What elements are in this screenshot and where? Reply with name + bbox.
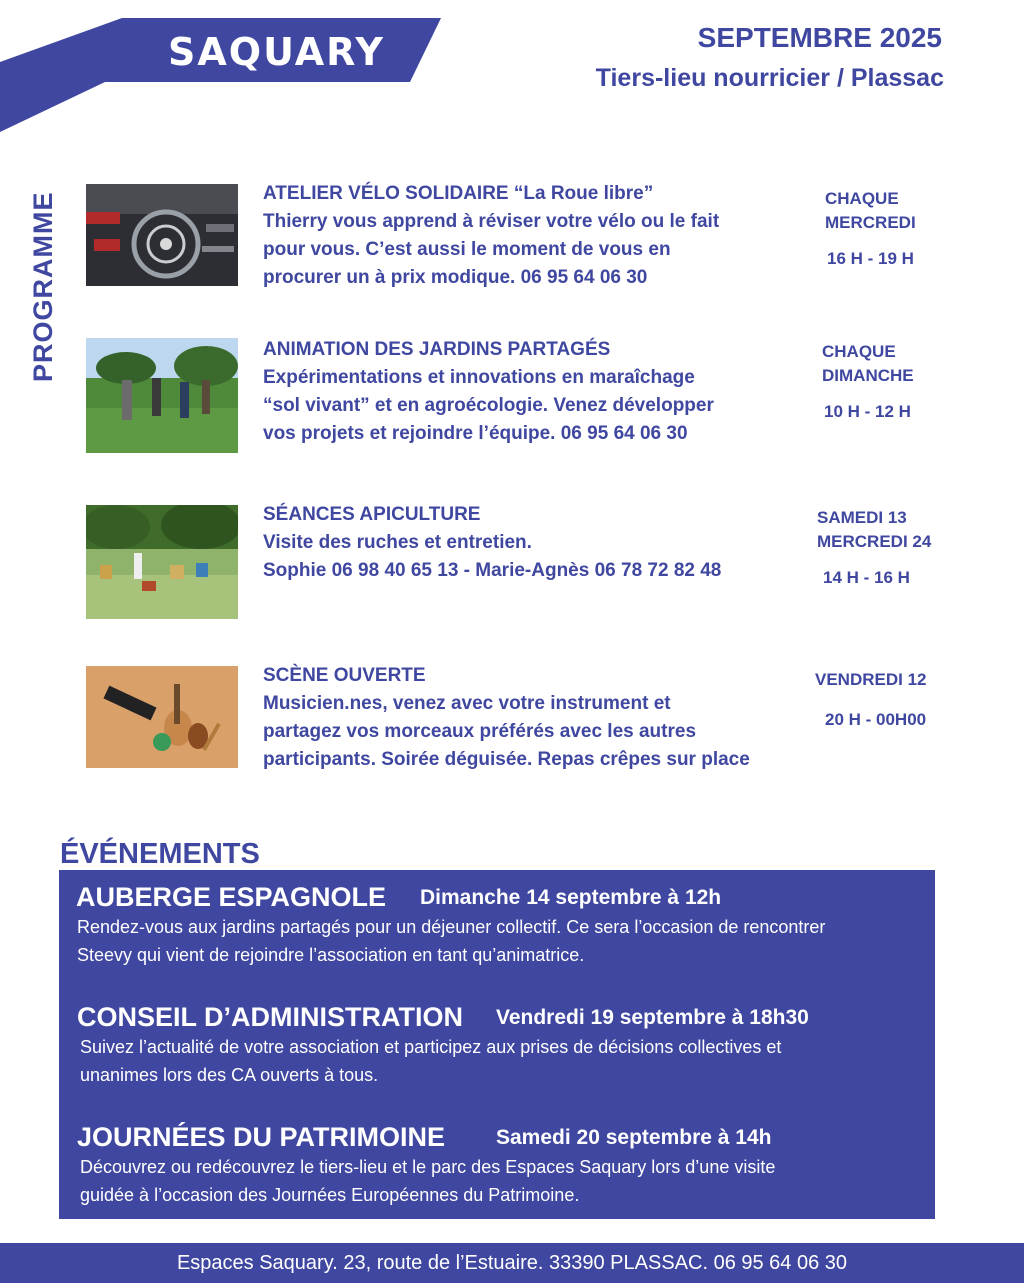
item-time: 16 H - 19 H xyxy=(827,249,914,268)
event-title: AUBERGE ESPAGNOLE xyxy=(76,882,387,912)
schedule-open-stage xyxy=(815,668,926,730)
event-description: Rendez-vous aux jardins partagés pour un déjeuner collectif. Ce sera l’occasion de rencontrer Steevy qui vient de rejoindre l’association en tant qu’animatrice. xyxy=(77,917,826,965)
beekeeping-photo xyxy=(86,505,238,619)
event-date: Vendredi 19 septembre à 18h30 xyxy=(496,1006,809,1029)
event-title: JOURNÉES DU PATRIMOINE xyxy=(77,1122,446,1152)
event-date: Samedi 20 septembre à 14h xyxy=(496,1126,772,1149)
event-patrimoine xyxy=(59,1110,935,1220)
events-heading: ÉVÉNEMENTS xyxy=(60,838,260,870)
programme-item-beekeeping xyxy=(263,501,803,585)
brand-logo: SAQUARY xyxy=(168,30,385,74)
item-description: Visite des ruches et entretien. Sophie 06 98 40 65 13 - Marie-Agnès 06 78 72 82 48 xyxy=(263,532,722,581)
schedule-bike xyxy=(825,187,916,269)
item-title: ANIMATION DES JARDINS PARTAGÉS xyxy=(263,339,611,360)
item-title: SÉANCES APICULTURE xyxy=(263,504,481,525)
item-time: 20 H - 00H00 xyxy=(825,710,927,729)
item-time: 14 H - 16 H xyxy=(823,568,910,587)
item-title: SCÈNE OUVERTE xyxy=(263,665,426,686)
event-date: Dimanche 14 septembre à 12h xyxy=(420,886,722,909)
bike-workshop-photo xyxy=(86,184,238,286)
item-time: 10 H - 12 H xyxy=(824,402,911,421)
item-day: SAMEDI 13 MERCREDI 24 xyxy=(817,508,932,551)
item-day: VENDREDI 12 xyxy=(815,670,927,689)
item-day: CHAQUE DIMANCHE xyxy=(822,342,914,385)
programme-item-bike xyxy=(263,180,803,292)
event-description: Suivez l’actualité de votre association et participez aux prises de décisions collectives et unanimes lors des CA ouverts à tous. xyxy=(80,1037,782,1085)
page-month: SEPTEMBRE 2025 xyxy=(697,22,942,53)
item-title: ATELIER VÉLO SOLIDAIRE “La Roue libre” xyxy=(263,183,654,204)
programme-item-open-stage xyxy=(263,662,803,774)
item-day: CHAQUE MERCREDI xyxy=(825,189,916,232)
page-subtitle: Tiers-lieu nourricier / Plassac xyxy=(595,64,944,92)
event-auberge xyxy=(59,870,935,980)
programme-item-gardens xyxy=(263,336,803,448)
event-title: CONSEIL D’ADMINISTRATION xyxy=(77,1002,464,1032)
item-description: Thierry vous apprend à réviser votre vélo ou le fait pour vous. C’est aussi le moment de vous en procurer un à prix modique. 06 95 64 06 30 xyxy=(263,211,720,288)
events-box xyxy=(59,870,935,1219)
footer-address: Espaces Saquary. 23, route de l’Estuaire. 33390 PLASSAC. 06 95 64 06 30 xyxy=(0,1243,1024,1283)
garden-photo xyxy=(86,338,238,453)
event-description: Découvrez ou redécouvrez le tiers-lieu et le parc des Espaces Saquary lors d’une visite guidée à l’occasion des Journées Européennes du Patrimoine. xyxy=(80,1157,776,1205)
programme-label: PROGRAMME xyxy=(28,191,58,382)
open-stage-photo xyxy=(86,666,238,768)
event-conseil xyxy=(59,990,935,1100)
schedule-beekeeping xyxy=(817,506,931,588)
item-description: Expérimentations et innovations en maraîchage “sol vivant” et en agroécologie. Venez développer vos projets et rejoindre l’équipe. 06 95 64 06 30 xyxy=(263,367,714,444)
item-description: Musicien.nes, venez avec votre instrument et partagez vos morceaux préférés avec les autres participants. Soirée déguisée. Repas crêpes sur place xyxy=(263,693,750,770)
schedule-gardens xyxy=(822,340,914,422)
